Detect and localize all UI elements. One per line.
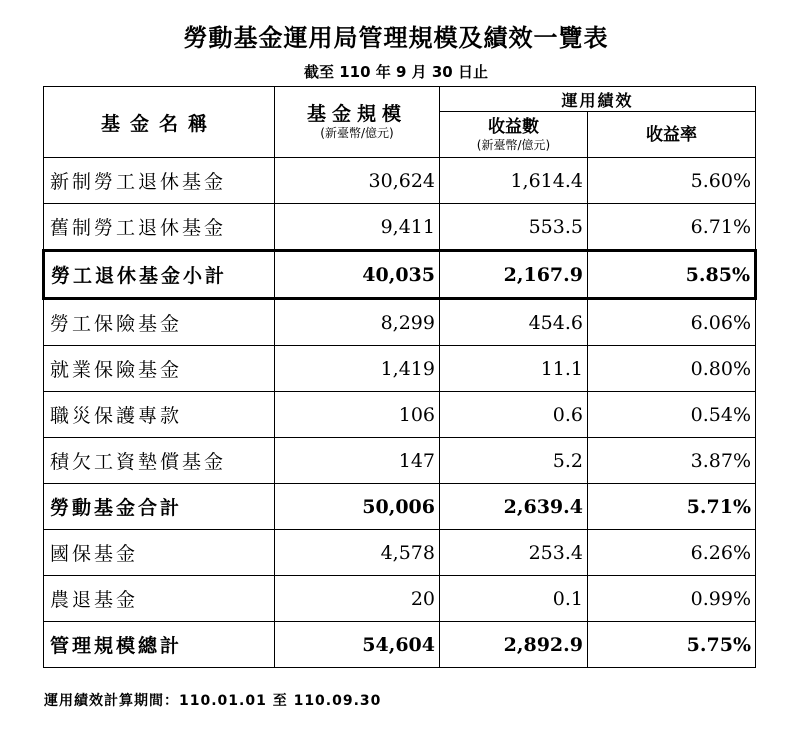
- returns-cell: 2,892.9: [440, 622, 588, 668]
- header-fund-name: 基金名稱: [44, 87, 275, 158]
- fund-table: [42, 86, 757, 668]
- table-row: [44, 530, 756, 576]
- scale-cell: 20: [275, 576, 440, 622]
- scale-cell: 50,006: [275, 484, 440, 530]
- returns-cell: 454.6: [440, 299, 588, 346]
- fund-name-cell: 勞動基金合計: [44, 484, 275, 530]
- returns-cell: 5.2: [440, 438, 588, 484]
- scale-cell: 30,624: [275, 158, 440, 204]
- header-returns-unit: (新臺幣/億元): [476, 137, 551, 152]
- returns-cell: 0.6: [440, 392, 588, 438]
- header-returns: [440, 112, 588, 158]
- rate-cell: 6.06%: [588, 299, 756, 346]
- table-row: [44, 392, 756, 438]
- rate-cell: 6.71%: [588, 204, 756, 251]
- rate-cell: 0.99%: [588, 576, 756, 622]
- scale-cell: 106: [275, 392, 440, 438]
- rate-cell: 0.54%: [588, 392, 756, 438]
- table-row: [44, 346, 756, 392]
- fund-name-cell: 新制勞工退休基金: [44, 158, 275, 204]
- returns-cell: 253.4: [440, 530, 588, 576]
- fund-name-cell: 積欠工資墊償基金: [44, 438, 275, 484]
- rate-cell: 5.75%: [588, 622, 756, 668]
- total-row: [44, 484, 756, 530]
- header-returns-label: 收益數: [488, 116, 539, 137]
- scale-cell: 40,035: [275, 251, 440, 299]
- scale-cell: 1,419: [275, 346, 440, 392]
- rate-cell: 3.87%: [588, 438, 756, 484]
- page-title: 勞動基金運用局管理規模及績效一覽表: [183, 24, 609, 52]
- rate-cell: 0.80%: [588, 346, 756, 392]
- fund-name-cell: 職災保護專款: [44, 392, 275, 438]
- returns-cell: 1,614.4: [440, 158, 588, 204]
- table-row: [44, 204, 756, 251]
- rate-cell: 6.26%: [588, 530, 756, 576]
- scale-cell: 9,411: [275, 204, 440, 251]
- returns-cell: 2,639.4: [440, 484, 588, 530]
- fund-name-cell: 勞工保險基金: [44, 299, 275, 346]
- header-scale-label: 基金規模: [306, 103, 407, 125]
- table-row: [44, 158, 756, 204]
- footnote: 運用績效計算期間：110.01.01 至 110.09.30: [44, 693, 382, 709]
- table-row: [44, 299, 756, 346]
- table-row: [44, 438, 756, 484]
- fund-name-cell: 國保基金: [44, 530, 275, 576]
- as-of-date: 截至 110 年 9 月 30 日止: [304, 63, 488, 81]
- fund-name-cell: 舊制勞工退休基金: [44, 204, 275, 251]
- table-row: [44, 576, 756, 622]
- header-scale: [275, 87, 440, 158]
- scale-cell: 147: [275, 438, 440, 484]
- subtotal-row: [44, 251, 756, 299]
- rate-cell: 5.85%: [588, 251, 756, 299]
- rate-cell: 5.60%: [588, 158, 756, 204]
- returns-cell: 553.5: [440, 204, 588, 251]
- header-rate: 收益率: [588, 112, 756, 158]
- rate-cell: 5.71%: [588, 484, 756, 530]
- header-scale-unit: (新臺幣/億元): [320, 126, 394, 140]
- scale-cell: 4,578: [275, 530, 440, 576]
- scale-cell: 54,604: [275, 622, 440, 668]
- header-performance: 運用績效: [440, 87, 756, 112]
- returns-cell: 11.1: [440, 346, 588, 392]
- returns-cell: 0.1: [440, 576, 588, 622]
- fund-name-cell: 農退基金: [44, 576, 275, 622]
- grand-total-row: [44, 622, 756, 668]
- scale-cell: 8,299: [275, 299, 440, 346]
- fund-name-cell: 管理規模總計: [44, 622, 275, 668]
- fund-name-cell: 就業保險基金: [44, 346, 275, 392]
- fund-name-cell: 勞工退休基金小計: [44, 251, 275, 299]
- returns-cell: 2,167.9: [440, 251, 588, 299]
